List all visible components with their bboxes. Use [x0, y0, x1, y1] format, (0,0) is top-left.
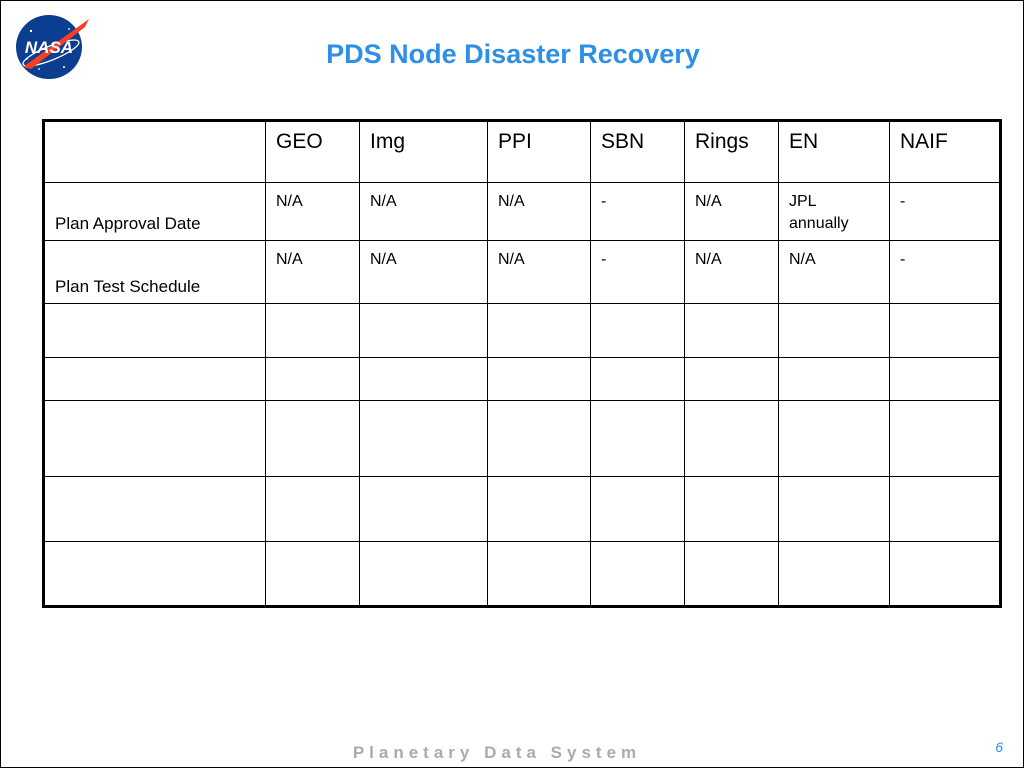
table-cell: [685, 401, 779, 477]
table-cell: [779, 358, 890, 401]
table-cell: [890, 542, 1001, 607]
table-cell: [591, 304, 685, 358]
table-cell: [266, 477, 360, 542]
table-cell: [266, 542, 360, 607]
table-cell: [360, 358, 488, 401]
table-cell: [44, 358, 266, 401]
table-cell: [360, 477, 488, 542]
table-header-row: [44, 121, 1001, 183]
table-cell: [685, 358, 779, 401]
table-cell: [44, 304, 266, 358]
table-cell: N/A: [685, 183, 779, 241]
table-cell: [779, 304, 890, 358]
page-title: PDS Node Disaster Recovery: [326, 39, 700, 69]
empty-table-row: [44, 401, 1001, 477]
table-cell: [890, 477, 1001, 542]
column-header-geo: GEO: [266, 121, 360, 183]
row-label-cell: [44, 183, 266, 241]
table-cell: [779, 401, 890, 477]
table-cell: [360, 304, 488, 358]
table-cell: [890, 304, 1001, 358]
table-row: [44, 183, 1001, 241]
table-cell: [685, 542, 779, 607]
column-header-ppi: PPI: [488, 121, 591, 183]
table-cell: [44, 401, 266, 477]
table-cell: [44, 477, 266, 542]
table-cell: N/A: [360, 241, 488, 304]
nasa-logo-text: NASA: [24, 38, 74, 57]
column-header: [44, 121, 266, 183]
table-cell: [685, 477, 779, 542]
page-number: 6: [995, 739, 1003, 755]
table-cell: [488, 477, 591, 542]
table-cell: N/A: [488, 183, 591, 241]
row-label: Plan Approval Date: [55, 214, 201, 233]
table-cell: [360, 401, 488, 477]
table-cell: -: [890, 241, 1001, 304]
table-cell: [890, 358, 1001, 401]
table-cell: JPL annually: [779, 183, 890, 241]
table-cell: N/A: [266, 183, 360, 241]
empty-table-row: [44, 542, 1001, 607]
table-cell: N/A: [488, 241, 591, 304]
column-header-img: Img: [360, 121, 488, 183]
table-cell: -: [890, 183, 1001, 241]
table-cell: [266, 358, 360, 401]
column-header-naif: NAIF: [890, 121, 1001, 183]
row-label-cell: [44, 241, 266, 304]
table-cell: N/A: [266, 241, 360, 304]
table-cell: N/A: [685, 241, 779, 304]
table-cell: [890, 401, 1001, 477]
table-cell: -: [591, 241, 685, 304]
footer-text: Planetary Data System: [352, 743, 642, 762]
table-cell: [360, 542, 488, 607]
table-cell: [488, 542, 591, 607]
table-cell: [779, 477, 890, 542]
table-cell: N/A: [360, 183, 488, 241]
empty-table-row: [44, 358, 1001, 401]
empty-table-row: [44, 304, 1001, 358]
empty-table-row: [44, 477, 1001, 542]
column-header-sbn: SBN: [591, 121, 685, 183]
table-row: [44, 241, 1001, 304]
table-cell: [266, 304, 360, 358]
column-header-en: EN: [779, 121, 890, 183]
table-cell: [591, 477, 685, 542]
table-cell: [44, 542, 266, 607]
table-cell: N/A: [779, 241, 890, 304]
table-cell: -: [591, 183, 685, 241]
table-cell: [685, 304, 779, 358]
table-cell: [488, 358, 591, 401]
row-label: Plan Test Schedule: [55, 277, 201, 296]
table-cell: [488, 304, 591, 358]
table-cell: [779, 542, 890, 607]
recovery-table: [42, 119, 1002, 608]
column-header-rings: Rings: [685, 121, 779, 183]
table-cell: [266, 401, 360, 477]
table-cell: [591, 358, 685, 401]
table-cell: [591, 542, 685, 607]
table-cell: [591, 401, 685, 477]
table-cell: [488, 401, 591, 477]
